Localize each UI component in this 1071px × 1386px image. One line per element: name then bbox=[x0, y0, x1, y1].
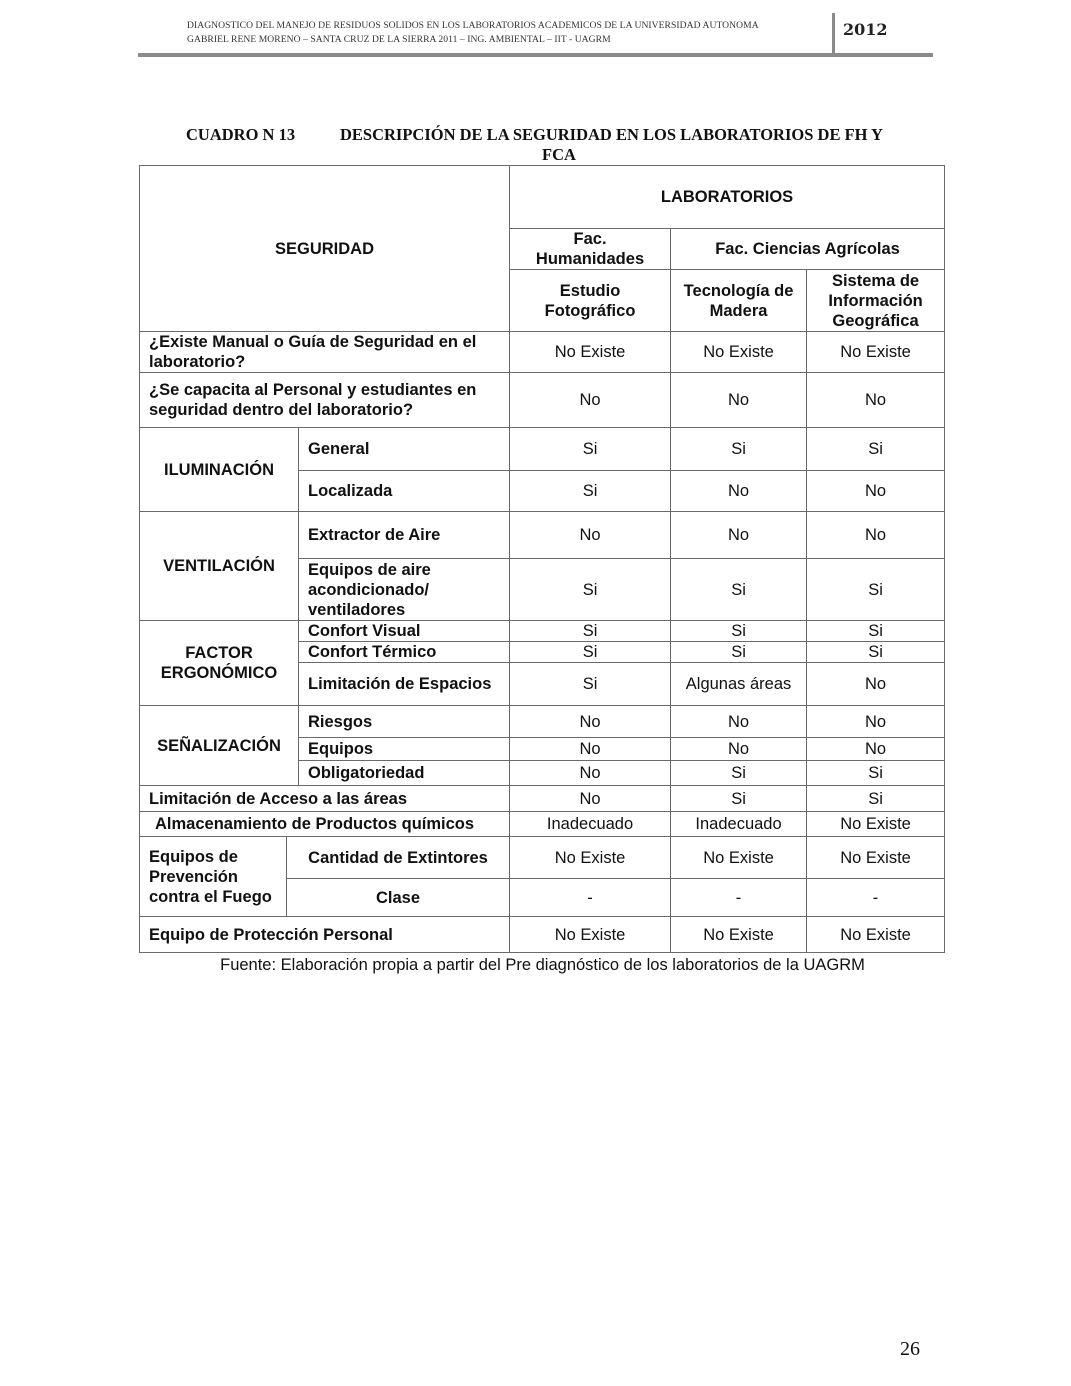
table-description-cont: FCA bbox=[542, 145, 576, 164]
cell-value: No bbox=[510, 373, 671, 428]
header-row-1 bbox=[140, 166, 945, 229]
header-lab-estudio-fotografico: Estudio Fotográfico bbox=[510, 270, 671, 332]
cell-value: Si bbox=[510, 428, 671, 471]
group-senalizacion: SEÑALIZACIÓN bbox=[140, 706, 299, 786]
cell-value: Si bbox=[510, 621, 671, 642]
row-label: ¿Se capacita al Personal y estudiantes en seguridad dentro del laboratorio? bbox=[140, 373, 510, 428]
table-row bbox=[140, 621, 945, 642]
row-label: Almacenamiento de Productos químicos bbox=[140, 812, 510, 837]
header-divider bbox=[832, 13, 835, 56]
row-label: Obligatoriedad bbox=[299, 761, 510, 786]
cell-value: Si bbox=[671, 642, 807, 663]
table-row bbox=[140, 428, 945, 471]
header-rule bbox=[138, 53, 933, 57]
row-label: ¿Existe Manual o Guía de Seguridad en el laboratorio? bbox=[140, 332, 510, 373]
cell-value: Si bbox=[671, 761, 807, 786]
cell-value: No bbox=[807, 373, 945, 428]
header-lab-tecnologia-madera: Tecnología de Madera bbox=[671, 270, 807, 332]
group-prevencion-fuego: Equipos de Prevención contra el Fuego bbox=[140, 837, 287, 917]
cell-value: Si bbox=[671, 428, 807, 471]
row-label: Cantidad de Extintores bbox=[287, 837, 510, 879]
cell-value: No bbox=[671, 738, 807, 761]
row-label: Limitación de Acceso a las áreas bbox=[140, 786, 510, 812]
table-source: Fuente: Elaboración propia a partir del Pre diagnóstico de los laboratorios de la UAGRM bbox=[220, 956, 865, 974]
cell-value: Inadecuado bbox=[510, 812, 671, 837]
cell-value: No bbox=[671, 512, 807, 559]
header-line-1: DIAGNOSTICO DEL MANEJO DE RESIDUOS SOLIDOS EN LOS LABORATORIOS ACADEMICOS DE LA UNIVERSIDAD AUTONOMA bbox=[187, 20, 759, 31]
cell-value: No bbox=[671, 471, 807, 512]
header-laboratorios: LABORATORIOS bbox=[510, 166, 945, 229]
cell-value: Si bbox=[807, 428, 945, 471]
row-label: Confort Visual bbox=[299, 621, 510, 642]
cell-value: No Existe bbox=[510, 332, 671, 373]
group-iluminacion: ILUMINACIÓN bbox=[140, 428, 299, 512]
header-fac-humanidades: Fac. Humanidades bbox=[510, 229, 671, 270]
cell-value: No bbox=[671, 373, 807, 428]
cell-value: Si bbox=[807, 559, 945, 621]
cell-value: - bbox=[510, 879, 671, 917]
table-title bbox=[140, 125, 950, 165]
cell-value: No Existe bbox=[510, 917, 671, 953]
cell-value: Si bbox=[510, 663, 671, 706]
row-label: Equipos de aire acondicionado/ ventiladores bbox=[299, 559, 510, 621]
row-label: Extractor de Aire bbox=[299, 512, 510, 559]
cell-value: No bbox=[807, 738, 945, 761]
group-ventilacion: VENTILACIÓN bbox=[140, 512, 299, 621]
header-fac-ciencias-agricolas: Fac. Ciencias Agrícolas bbox=[671, 229, 945, 270]
table-row bbox=[140, 917, 945, 953]
row-label: Riesgos bbox=[299, 706, 510, 738]
table-row bbox=[140, 706, 945, 738]
cell-value: No bbox=[807, 663, 945, 706]
cell-value: Si bbox=[807, 642, 945, 663]
group-factor-ergonomico: FACTOR ERGONÓMICO bbox=[140, 621, 299, 706]
cell-value: No bbox=[510, 738, 671, 761]
table-row bbox=[140, 373, 945, 428]
cell-value: No bbox=[510, 512, 671, 559]
cell-value: No bbox=[510, 706, 671, 738]
table-row bbox=[140, 512, 945, 559]
cell-value: Si bbox=[510, 559, 671, 621]
cell-value: No bbox=[510, 786, 671, 812]
row-label: Equipo de Protección Personal bbox=[140, 917, 510, 953]
header-year: 2012 bbox=[843, 20, 888, 39]
header-line-2: GABRIEL RENE MORENO – SANTA CRUZ DE LA SIERRA 2011 – ING. AMBIENTAL – IIT - UAGRM bbox=[187, 34, 611, 45]
cell-value: Algunas áreas bbox=[671, 663, 807, 706]
cell-value: Si bbox=[671, 786, 807, 812]
cell-value: No bbox=[807, 512, 945, 559]
cell-value: No Existe bbox=[510, 837, 671, 879]
cell-value: - bbox=[671, 879, 807, 917]
cell-value: - bbox=[807, 879, 945, 917]
table-code: CUADRO N 13 bbox=[186, 125, 296, 144]
cell-value: No bbox=[807, 471, 945, 512]
table-row bbox=[140, 812, 945, 837]
cell-value: No Existe bbox=[807, 917, 945, 953]
cell-value: No Existe bbox=[671, 917, 807, 953]
cell-value: Si bbox=[671, 621, 807, 642]
row-label: Equipos bbox=[299, 738, 510, 761]
table-row bbox=[140, 332, 945, 373]
row-label: Confort Térmico bbox=[299, 642, 510, 663]
cell-value: No bbox=[510, 761, 671, 786]
cell-value: No bbox=[671, 706, 807, 738]
header-seguridad: SEGURIDAD bbox=[140, 166, 510, 332]
table-description: DESCRIPCIÓN DE LA SEGURIDAD EN LOS LABORATORIOS DE FH Y bbox=[340, 125, 883, 144]
cell-value: Si bbox=[807, 761, 945, 786]
cell-value: No Existe bbox=[807, 332, 945, 373]
cell-value: Si bbox=[807, 621, 945, 642]
cell-value: Si bbox=[510, 471, 671, 512]
cell-value: No Existe bbox=[671, 332, 807, 373]
cell-value: No Existe bbox=[671, 837, 807, 879]
security-table bbox=[139, 165, 945, 953]
table-row bbox=[140, 837, 945, 879]
cell-value: Si bbox=[510, 642, 671, 663]
row-label: Clase bbox=[287, 879, 510, 917]
cell-value: No bbox=[807, 706, 945, 738]
page-number: 26 bbox=[900, 1338, 920, 1360]
header-lab-sig: Sistema de Información Geográfica bbox=[807, 270, 945, 332]
cell-value: Inadecuado bbox=[671, 812, 807, 837]
header-text bbox=[187, 19, 827, 47]
row-label: Limitación de Espacios bbox=[299, 663, 510, 706]
row-label: Localizada bbox=[299, 471, 510, 512]
cell-value: No Existe bbox=[807, 812, 945, 837]
cell-value: No Existe bbox=[807, 837, 945, 879]
cell-value: Si bbox=[671, 559, 807, 621]
row-label: General bbox=[299, 428, 510, 471]
cell-value: Si bbox=[807, 786, 945, 812]
table-row bbox=[140, 786, 945, 812]
